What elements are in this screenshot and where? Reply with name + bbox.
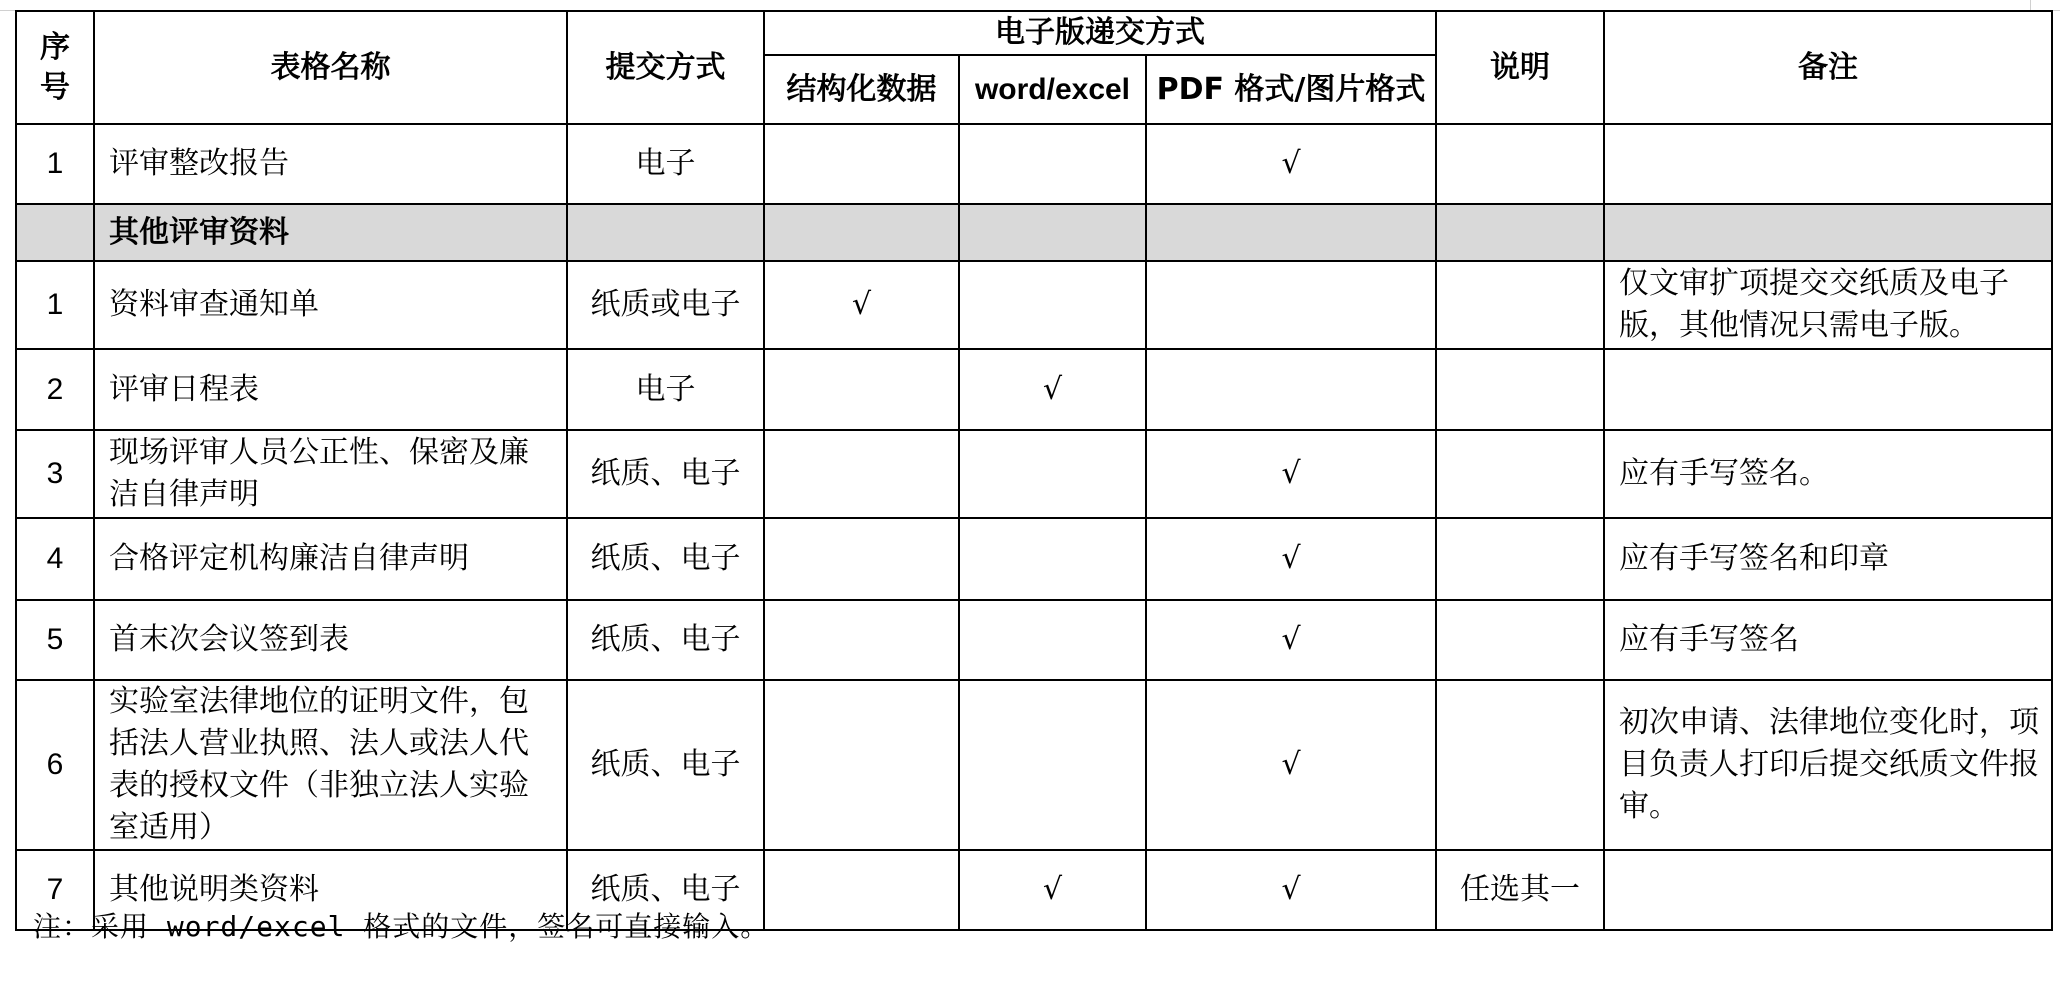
row-method: 纸质、电子: [567, 600, 764, 680]
header-word-excel: word/excel: [959, 55, 1146, 124]
row-word-check: [959, 430, 1146, 518]
row-pdf-check: √: [1146, 680, 1436, 850]
row-form-name: 资料审查通知单: [94, 261, 567, 349]
row-remark: [1604, 850, 2052, 930]
table-row: [16, 600, 2052, 680]
row-explain: [1436, 124, 1604, 204]
row-explain: [1436, 261, 1604, 349]
header-structured: 结构化数据: [764, 55, 959, 124]
row-explain: [1436, 680, 1604, 850]
row-pdf-check: [1146, 261, 1436, 349]
row-remark: 应有手写签名: [1604, 600, 2052, 680]
row-form-name: 评审整改报告: [94, 124, 567, 204]
page-edge-tick: [2030, 0, 2031, 10]
row-word-check: [959, 261, 1146, 349]
row-pdf-check: √: [1146, 518, 1436, 600]
table-row: [16, 680, 2052, 850]
row-explain: [1436, 518, 1604, 600]
row-structured-check: [764, 850, 959, 930]
row-explain: 任选其一: [1436, 850, 1604, 930]
header-form-name: 表格名称: [94, 11, 567, 124]
row-number: 1: [16, 261, 94, 349]
row-pdf-check: √: [1146, 850, 1436, 930]
table-row: [16, 124, 2052, 204]
row-word-check: [959, 600, 1146, 680]
row-number: 2: [16, 349, 94, 430]
footnote: 注：采用 word/excel 格式的文件，签名可直接输入。: [33, 910, 770, 943]
row-structured-check: [764, 430, 959, 518]
row-form-name: 评审日程表: [94, 349, 567, 430]
row-word-check: [959, 518, 1146, 600]
row-method: 纸质、电子: [567, 850, 764, 930]
submission-table: [15, 10, 2053, 931]
row-pdf-check: √: [1146, 124, 1436, 204]
row-pdf-check: √: [1146, 600, 1436, 680]
row-explain: [1436, 600, 1604, 680]
section-empty-cell: [1436, 204, 1604, 261]
row-number: 7: [16, 850, 94, 930]
table-row: [16, 261, 2052, 349]
row-remark: [1604, 349, 2052, 430]
row-number: 5: [16, 600, 94, 680]
row-structured-check: [764, 518, 959, 600]
header-seq-line1: 序: [40, 29, 70, 65]
section-empty-cell: [959, 204, 1146, 261]
row-explain: [1436, 430, 1604, 518]
header-remark: 备注: [1604, 11, 2052, 124]
row-method: 电子: [567, 124, 764, 204]
header-row-1: [16, 11, 2052, 55]
row-method: 纸质或电子: [567, 261, 764, 349]
header-pdf-image: PDF 格式/图片格式: [1146, 55, 1436, 124]
row-method: 纸质、电子: [567, 518, 764, 600]
row-form-name: 现场评审人员公正性、保密及廉洁自律声明: [94, 430, 567, 518]
section-row: [16, 204, 2052, 261]
row-remark: 仅文审扩项提交交纸质及电子版，其他情况只需电子版。: [1604, 261, 2052, 349]
row-word-check: [959, 124, 1146, 204]
row-structured-check: √: [764, 261, 959, 349]
row-form-name: 合格评定机构廉洁自律声明: [94, 518, 567, 600]
row-structured-check: [764, 349, 959, 430]
header-explain: 说明: [1436, 11, 1604, 124]
header-seq: [16, 11, 94, 124]
row-remark: 初次申请、法律地位变化时，项目负责人打印后提交纸质文件报审。: [1604, 680, 2052, 850]
row-number: 3: [16, 430, 94, 518]
section-empty-cell: [1146, 204, 1436, 261]
header-submit-method: 提交方式: [567, 11, 764, 124]
header-electronic-group: 电子版递交方式: [764, 11, 1436, 55]
row-pdf-check: [1146, 349, 1436, 430]
table-row: [16, 349, 2052, 430]
row-method: 电子: [567, 349, 764, 430]
row-method: 纸质、电子: [567, 680, 764, 850]
row-remark: 应有手写签名和印章: [1604, 518, 2052, 600]
section-empty-cell: [567, 204, 764, 261]
row-remark: [1604, 124, 2052, 204]
row-word-check: [959, 680, 1146, 850]
table-row: [16, 430, 2052, 518]
row-structured-check: [764, 124, 959, 204]
section-title: 其他评审资料: [94, 204, 567, 261]
header-seq-line2: 号: [40, 69, 70, 105]
section-empty-cell: [1604, 204, 2052, 261]
row-number: 1: [16, 124, 94, 204]
row-number: 6: [16, 680, 94, 850]
row-word-check: √: [959, 850, 1146, 930]
row-explain: [1436, 349, 1604, 430]
table-row: [16, 518, 2052, 600]
row-form-name: 实验室法律地位的证明文件，包括法人营业执照、法人或法人代表的授权文件（非独立法人实验室适用）: [94, 680, 567, 850]
row-remark: 应有手写签名。: [1604, 430, 2052, 518]
section-empty-cell: [764, 204, 959, 261]
row-structured-check: [764, 680, 959, 850]
row-form-name: 其他说明类资料: [94, 850, 567, 930]
row-structured-check: [764, 600, 959, 680]
row-method: 纸质、电子: [567, 430, 764, 518]
row-word-check: √: [959, 349, 1146, 430]
row-form-name: 首末次会议签到表: [94, 600, 567, 680]
row-number: 4: [16, 518, 94, 600]
row-pdf-check: √: [1146, 430, 1436, 518]
section-empty-cell: [16, 204, 94, 261]
